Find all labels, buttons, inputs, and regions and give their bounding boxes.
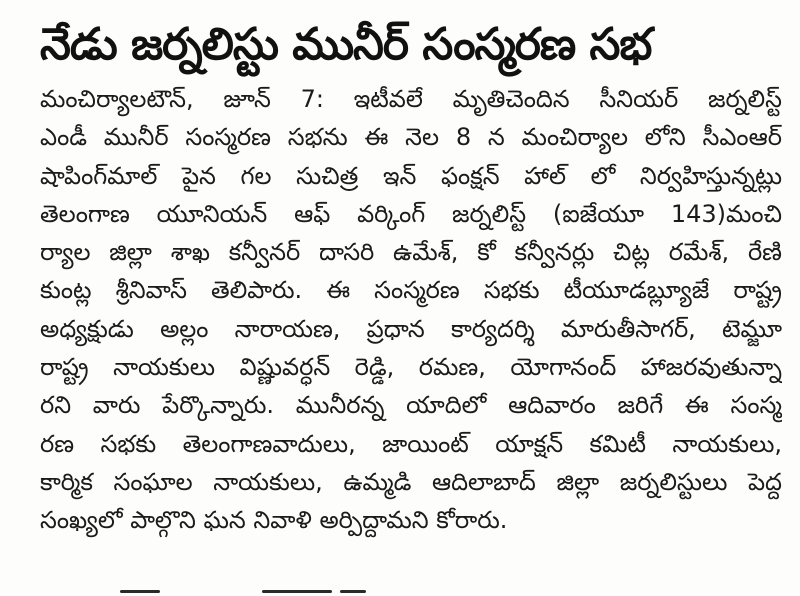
body-line: ఎండీ మునీర్ సంస్మరణ సభను ఈ నెల 8 న మంచిర్యాల లోని సీఎంఆర్ [40,123,782,152]
body-line: రాష్ట్ర నాయకులు విష్ణువర్ధన్ రెడ్డి, రమణ, యోగానంద్ హాజరవుతున్నా [40,353,782,382]
body-line: షాపింగ్‌మాల్ పైన గల సుచిత్ర ఇన్ ఫంక్షన్ హాల్ లో నిర్వహిస్తున్నట్లు [40,161,782,190]
clipping-cut-edge [0,584,800,596]
body-line: తెలంగాణ యూనియన్ ఆఫ్ వర్కింగ్ జర్నలిస్ట్ (ఐజేయూ 143)మంచి [40,199,782,228]
cut-text-fragment [120,590,160,593]
body-line: సంఖ్యలో పాల్గొని ఘన నివాళి అర్పిద్దామని కోరారు. [40,506,508,535]
cut-text-fragment [262,590,332,593]
body-line: ర్యాల జిల్లా శాఖ కన్వీనర్ దాసరి ఉమేశ్, కో కన్వీనర్లు చిట్ల రమేశ్, రేణి [40,238,782,267]
body-line: కుంట్ల శ్రీనివాస్ తెలిపారు. ఈ సంస్మరణ సభకు టీయూడబ్ల్యూజే రాష్ట్ర [40,276,782,305]
body-line: మంచిర్యాలటౌన్, జూన్ 7: ఇటీవలే మృతిచెందిన సీనియర్ జర్నలిస్ట్ [40,85,782,113]
cut-text-fragment [340,590,366,593]
headline: నేడు జర్నలిస్టు మునీర్ సంస్మరణ సభ [40,19,652,70]
body-line: రని వారు పేర్కొన్నారు. మునీరన్న యాదిలో ఆదివారం జరిగే ఈ సంస్మ [40,391,782,420]
article-body [40,80,782,540]
body-line: అధ్యక్షుడు అల్లం నారాయణ, ప్రధాన కార్యదర్శి మారుతీసాగర్, టెమ్జూ [40,314,782,343]
body-line: రణ సభకు తెలంగాణవాదులు, జాయింట్ యాక్షన్ కమిటీ నాయకులు, [40,429,782,458]
body-line: కార్మిక సంఘాల నాయకులు, ఉమ్మడి ఆదిలాబాద్ జిల్లా జర్నలిస్టులు పెద్ద [40,467,782,496]
